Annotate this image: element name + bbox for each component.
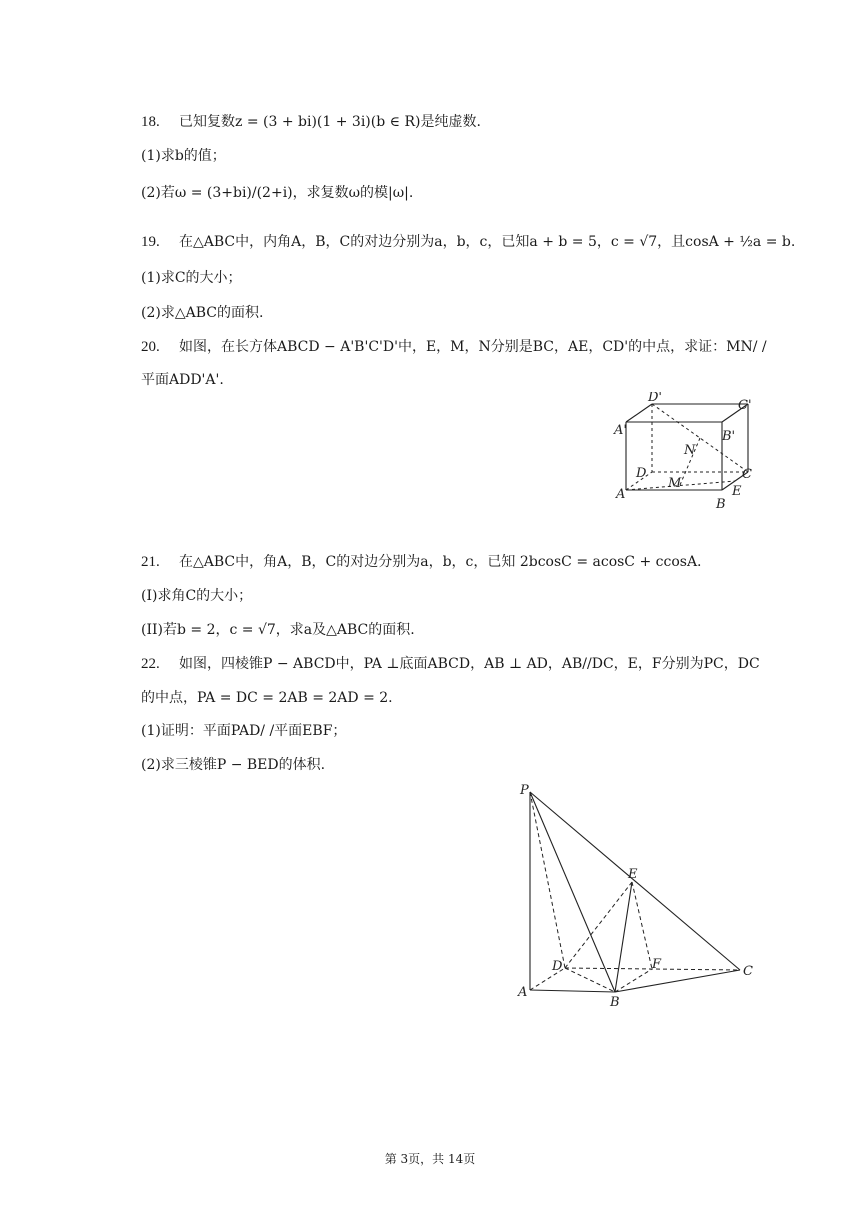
label-D1: D' xyxy=(648,392,662,405)
problem-19-part2: (2)求△ABC的面积. xyxy=(141,305,264,321)
problem-text: 如图，在长方体ABCD − A'B'C'D'中，E，M，N分别是BC，AE，CD'的中点，求证：MN/ / xyxy=(179,339,767,355)
problem-22-stem xyxy=(141,654,760,674)
label-C: C xyxy=(742,467,752,482)
figure-cuboid xyxy=(610,392,760,512)
label-A: A xyxy=(616,487,626,502)
figure-pyramid xyxy=(510,778,760,1018)
problem-text: 在△ABC中，内角A，B，C的对边分别为a，b，c，已知a + b = 5，c = √7，且cosA + ½a = b. xyxy=(179,234,796,250)
label-C: C xyxy=(743,964,753,979)
problem-text: 如图，四棱锥P − ABCD中，PA ⊥底面ABCD，AB ⊥ AD，AB//DC，E，F分别为PC，DC xyxy=(179,656,760,672)
label-D: D xyxy=(552,959,563,974)
label-B1: B' xyxy=(722,429,736,444)
label-A: A xyxy=(518,985,528,1000)
label-B: B xyxy=(716,497,726,512)
problem-number: 19. xyxy=(141,234,160,250)
label-A1: A' xyxy=(614,423,627,438)
label-M: M xyxy=(668,476,682,491)
label-E: E xyxy=(628,867,638,882)
problem-20-stem xyxy=(141,337,767,357)
label-N: N xyxy=(684,443,696,458)
problem-22-stem-cont: 的中点，PA = DC = 2AB = 2AD = 2. xyxy=(141,690,393,706)
page-footer: 第 3页，共 14页 xyxy=(384,1152,476,1166)
problem-number: 18. xyxy=(141,114,160,130)
problem-text: 已知复数z = (3 + bi)(1 + 3i)(b ∈ R)是纯虚数. xyxy=(179,114,481,130)
problem-21-part2: (II)若b = 2，c = √7，求a及△ABC的面积. xyxy=(141,622,415,638)
problem-21-stem xyxy=(141,552,702,572)
problem-text: 在△ABC中，角A，B，C的对边分别为a，b，c，已知 2bcosC = acosC + ccosA. xyxy=(179,554,702,570)
label-B: B xyxy=(610,995,620,1010)
problem-number: 21. xyxy=(141,554,160,570)
problem-18-part1: (1)求b的值； xyxy=(141,148,226,164)
problem-21-part1: (I)求角C的大小； xyxy=(141,588,253,604)
label-E: E xyxy=(732,484,742,499)
problem-20-stem-cont: 平面ADD'A'. xyxy=(141,372,224,388)
problem-19-stem xyxy=(141,232,795,252)
label-C1: C' xyxy=(738,398,752,413)
problem-number: 22. xyxy=(141,656,160,672)
problem-19-part1: (1)求C的大小； xyxy=(141,270,242,286)
problem-18-stem xyxy=(141,112,481,132)
label-P: P xyxy=(520,783,529,798)
problem-22-part2: (2)求三棱锥P − BED的体积. xyxy=(141,757,326,773)
label-D: D xyxy=(636,466,647,481)
problem-18-part2: (2)若ω = (3+bi)/(2+i)，求复数ω的模|ω|. xyxy=(141,185,414,201)
problem-22-part1: (1)证明：平面PAD/ /平面EBF； xyxy=(141,723,347,739)
problem-number: 20. xyxy=(141,339,160,355)
label-F: F xyxy=(652,957,662,972)
